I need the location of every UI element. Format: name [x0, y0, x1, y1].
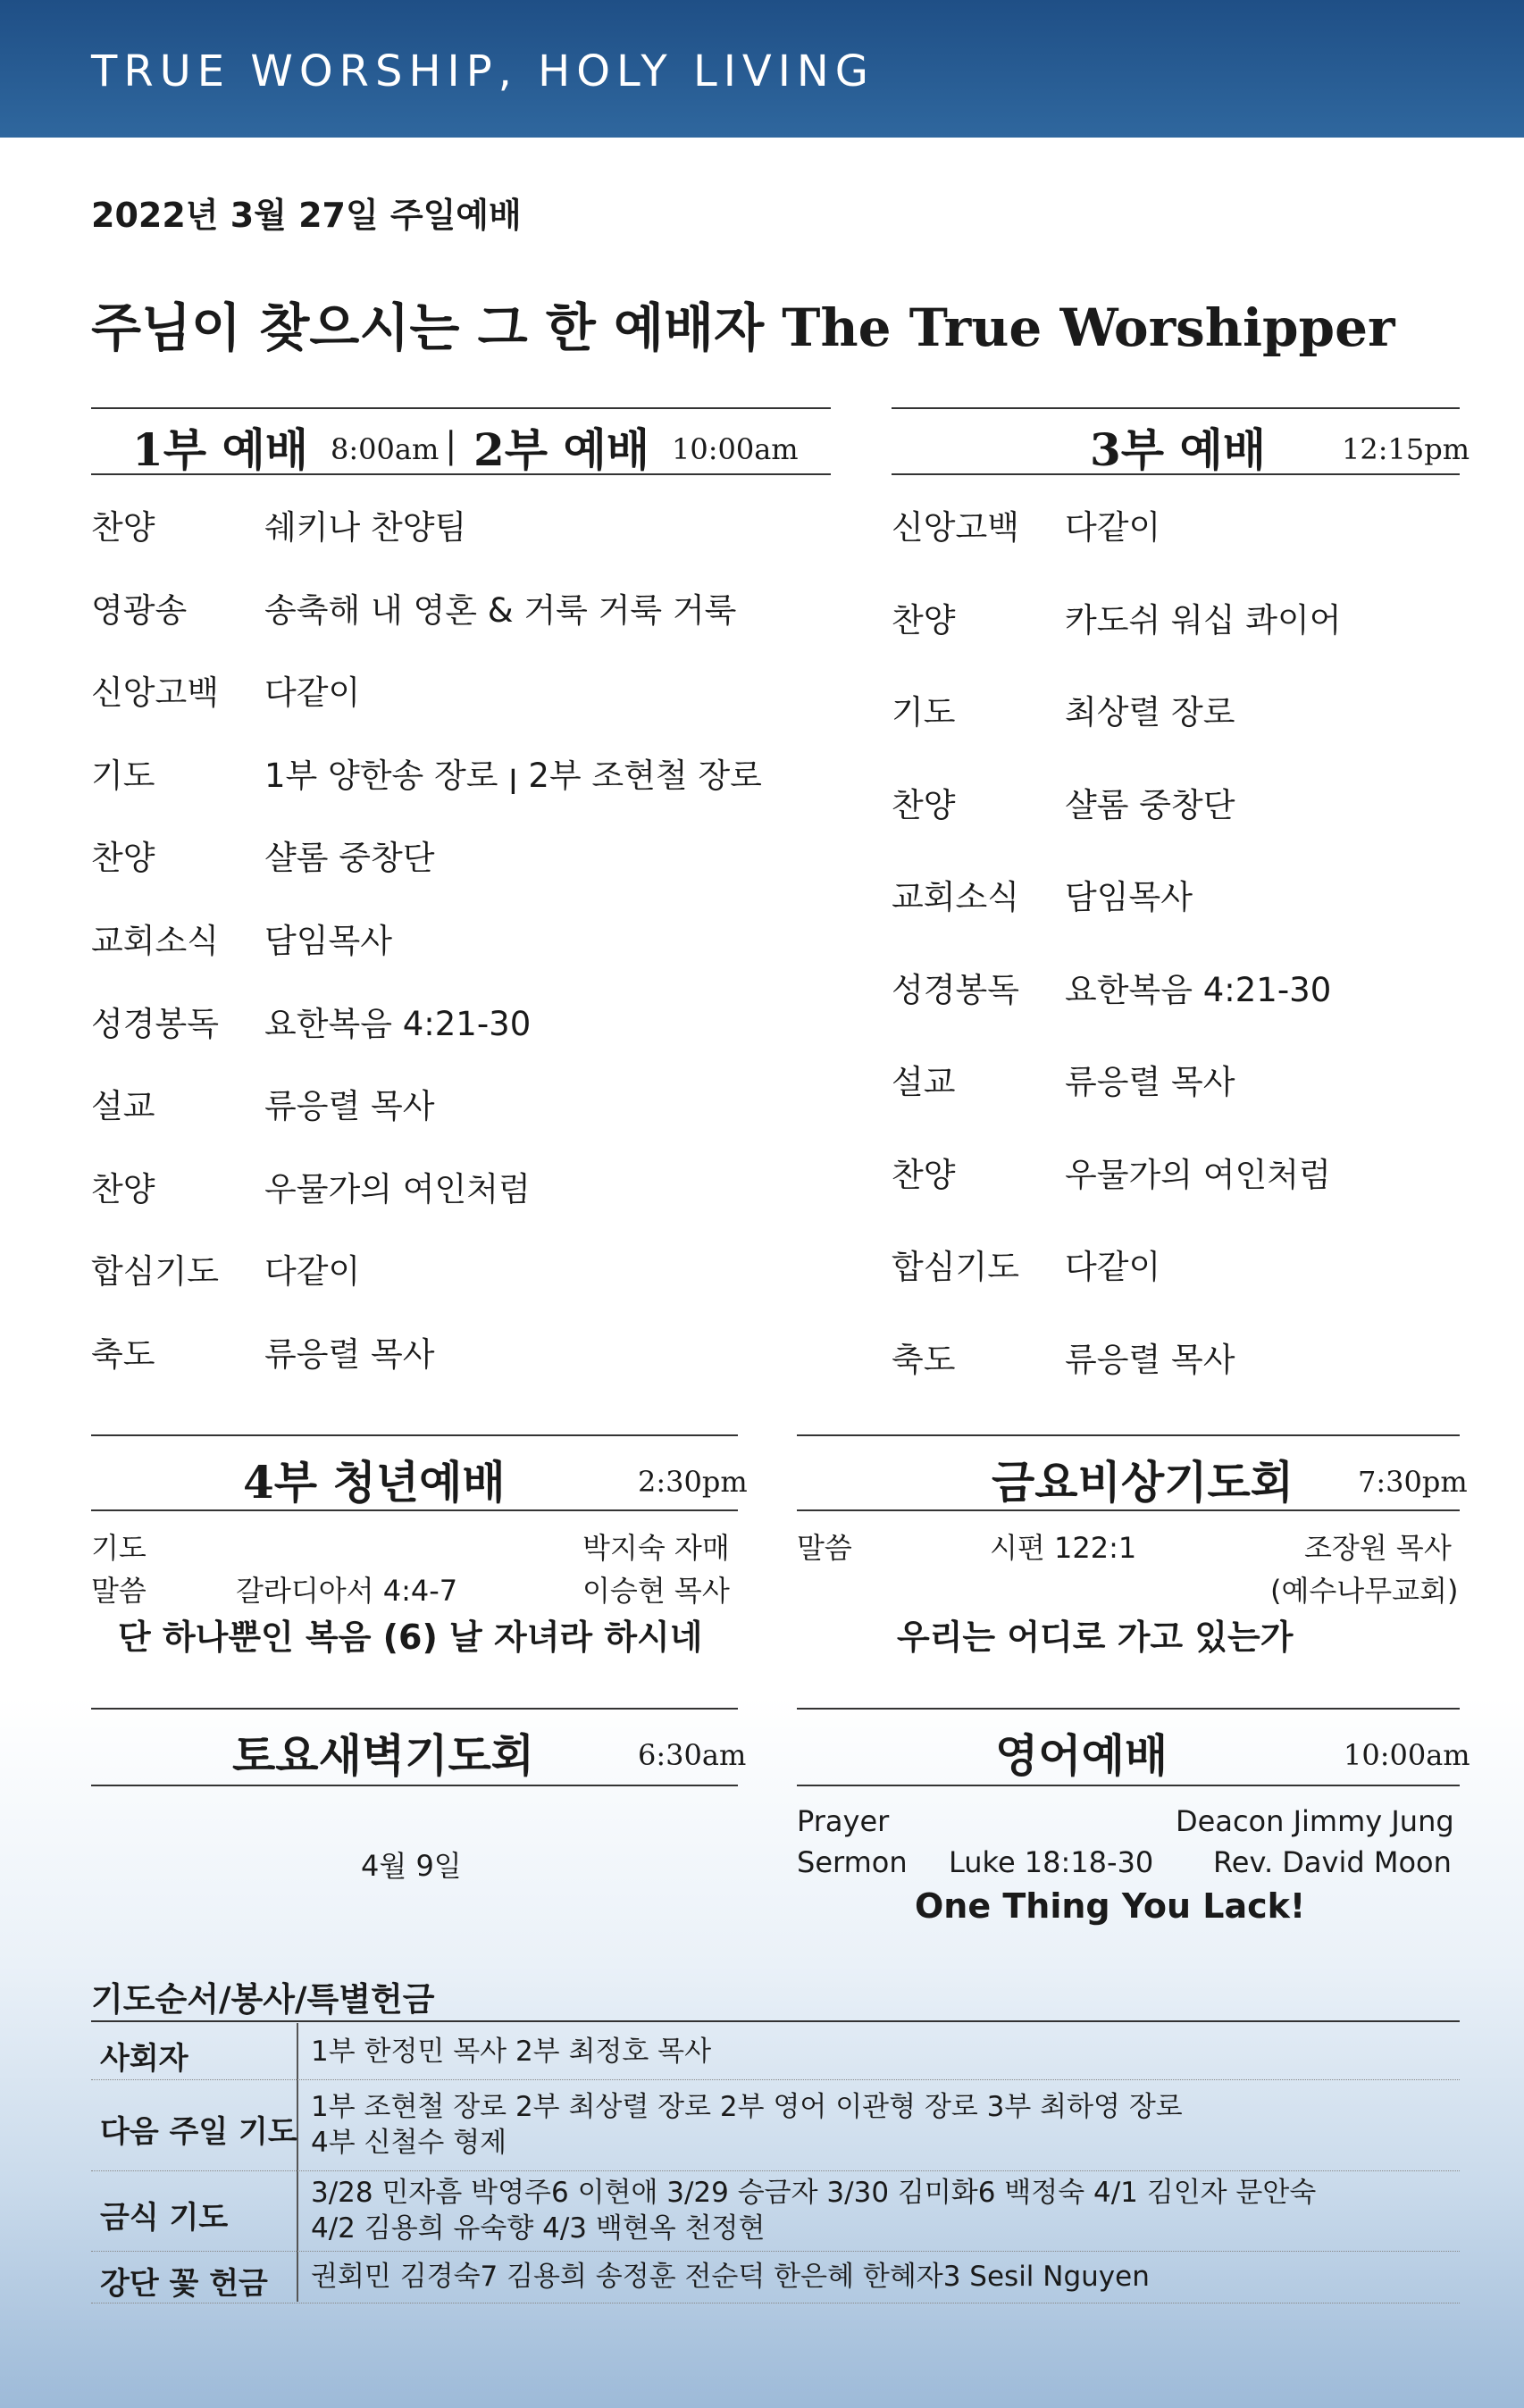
program-item-label: 찬양: [91, 1169, 155, 1208]
program-item-label: 찬양: [892, 600, 956, 640]
english-service-time: 10:00am: [1344, 1738, 1470, 1772]
program-item-label: 교회소식: [892, 878, 1019, 916]
page-title: 주님이 찾으시는 그 한 예배자 The True Worshipper: [91, 297, 1395, 358]
service-4-passage: 갈라디아서 4:4-7: [236, 1574, 458, 1608]
friday-prayer-header: [797, 1434, 1468, 1511]
header-banner: [0, 0, 1524, 138]
service-2-title: 2부 예배: [473, 423, 650, 476]
program-item-label: 축도: [892, 1340, 956, 1379]
program-item-label: 기도: [91, 756, 155, 795]
table-row-value: 4부 신철수 형제: [311, 2127, 507, 2159]
service-2-time: 10:00am: [672, 432, 799, 466]
table-row-value: 4/2 김용희 유숙향 4/3 백현옥 천정현: [311, 2212, 766, 2245]
service-3-header: [892, 407, 1470, 476]
program-item-value: 다같이: [1065, 508, 1161, 547]
friday-preacher: 조장원 목사: [1304, 1531, 1452, 1565]
program-item-label: 찬양: [892, 1155, 956, 1194]
friday-preacher-church: (예수나무교회): [1270, 1574, 1459, 1608]
program-item-value: 담임목사: [264, 922, 392, 960]
table-row-key: 사회자: [100, 2040, 188, 2077]
program-item-value: 샬롬 중창단: [1065, 785, 1235, 824]
service-1-2-header: [91, 407, 831, 475]
table-row-value: 권회민 김경숙7 김용희 송정훈 전순덕 한은혜 한혜자3 Sesil Nguyen: [311, 2261, 1150, 2293]
table-row-value: 1부 한정민 목사 2부 최정호 목사: [311, 2035, 712, 2068]
program-item-value: 담임목사: [1065, 878, 1193, 916]
service-4-prayer-label: 기도: [91, 1531, 147, 1565]
saturday-prayer-header: [91, 1708, 747, 1786]
program-item-label: 설교: [892, 1063, 956, 1101]
service-4-word-label: 말씀: [91, 1574, 147, 1608]
program-item-label: 교회소식: [91, 922, 219, 960]
table-row-key: 강단 꽃 헌금: [100, 2266, 268, 2302]
service-date: 2022년 3월 27일 주일예배: [91, 196, 522, 235]
program-item-value: 류응렬 목사: [1065, 1063, 1235, 1101]
table-row-key: 금식 기도: [100, 2200, 229, 2236]
program-item-label: 합심기도: [91, 1252, 219, 1292]
header-separator: |: [445, 425, 457, 466]
program-item-label: 찬양: [91, 508, 155, 547]
friday-prayer-time: 7:30pm: [1358, 1465, 1468, 1499]
english-sermon-title: One Thing You Lack!: [915, 1886, 1306, 1926]
friday-passage: 시편 122:1: [990, 1531, 1137, 1565]
saturday-prayer-time: 6:30am: [638, 1738, 747, 1772]
program-item-value: 최상렬 장로: [1065, 693, 1235, 732]
friday-prayer-title: 금요비상기도회: [992, 1456, 1294, 1509]
program-item-label: 신앙고백: [892, 508, 1019, 547]
service-4-prayer-person: 박지숙 자매: [582, 1531, 730, 1565]
service-4-sermon-title: 단 하나뿐인 복음 (6) 날 자녀라 하시네: [118, 1618, 703, 1657]
service-4-header: [91, 1434, 748, 1511]
service-1-time: 8:00am: [331, 432, 440, 466]
english-sermon-passage: Luke 18:18-30: [949, 1845, 1154, 1879]
table-row: [91, 2079, 1460, 2170]
saturday-prayer-date: 4월 9일: [361, 1849, 462, 1883]
english-service-header: [797, 1708, 1470, 1786]
program-item-label: 찬양: [892, 785, 956, 824]
program-item-label: 합심기도: [892, 1248, 1019, 1286]
friday-word-label: 말씀: [797, 1531, 852, 1565]
service-4-preacher: 이승현 목사: [582, 1574, 730, 1608]
service-1-title: 1부 예배: [132, 423, 309, 476]
table-row-key: 다음 주일 기도: [100, 2114, 297, 2150]
schedule-table-title: 기도순서/봉사/특별헌금: [91, 1980, 435, 2019]
program-item-value: 다같이: [264, 673, 361, 713]
saturday-prayer-title: 토요새벽기도회: [232, 1729, 535, 1782]
program-item-label: 성경봉독: [892, 970, 1019, 1009]
program-item-value: 다같이: [264, 1252, 361, 1292]
program-item-value: 1부 양한송 장로 ꞁ 2부 조현철 장로: [264, 756, 762, 795]
program-item-value: 샬롬 중창단: [264, 839, 435, 878]
program-item-label: 설교: [91, 1087, 155, 1126]
english-prayer-person: Deacon Jimmy Jung: [1176, 1804, 1454, 1838]
english-preacher: Rev. David Moon: [1213, 1845, 1452, 1879]
table-row-value: 1부 조현철 장로 2부 최상렬 장로 2부 영어 이관형 장로 3부 최하영 장로: [311, 2091, 1183, 2123]
table-row: [91, 2023, 1460, 2079]
program-item-value: 다같이: [1065, 1248, 1161, 1286]
banner-title: TRUE WORSHIP, HOLY LIVING: [91, 46, 875, 96]
program-item-value: 우물가의 여인처럼: [1065, 1155, 1331, 1194]
service-4-title: 4부 청년예배: [243, 1456, 506, 1509]
program-item-label: 찬양: [91, 839, 155, 878]
program-item-value: 류응렬 목사: [1065, 1340, 1235, 1379]
service-4-time: 2:30pm: [638, 1465, 748, 1499]
table-row-value: 3/28 민자흠 박영주6 이현애 3/29 승금자 3/30 김미화6 백정숙 4/1 김인자 문안숙: [311, 2177, 1317, 2209]
program-item-label: 영광송: [91, 590, 188, 630]
table-row: [91, 2170, 1460, 2251]
table-row: [91, 2251, 1460, 2303]
program-item-value: 류응렬 목사: [264, 1087, 435, 1126]
program-item-value: 류응렬 목사: [264, 1335, 435, 1374]
program-item-label: 기도: [892, 693, 956, 732]
english-prayer-label: Prayer: [797, 1804, 890, 1838]
service-3-time: 12:15pm: [1342, 432, 1470, 466]
service-3-title: 3부 예배: [1090, 423, 1267, 476]
program-item-value: 요한복음 4:21-30: [264, 1004, 532, 1043]
program-item-value: 요한복음 4:21-30: [1065, 970, 1332, 1009]
program-item-value: 우물가의 여인처럼: [264, 1169, 531, 1208]
program-item-value: 카도쉬 워십 콰이어: [1065, 600, 1342, 640]
english-sermon-label: Sermon: [797, 1845, 908, 1879]
program-item-label: 신앙고백: [91, 673, 219, 713]
english-service-title: 영어예배: [995, 1729, 1168, 1782]
program-item-value: 송축해 내 영혼 & 거룩 거룩 거룩: [264, 590, 737, 630]
table-top-rule: [91, 2020, 1460, 2022]
program-item-label: 성경봉독: [91, 1004, 219, 1043]
program-item-value: 쉐키나 찬양팀: [264, 508, 467, 547]
friday-sermon-title: 우리는 어디로 가고 있는가: [897, 1618, 1294, 1657]
program-item-label: 축도: [91, 1335, 155, 1374]
